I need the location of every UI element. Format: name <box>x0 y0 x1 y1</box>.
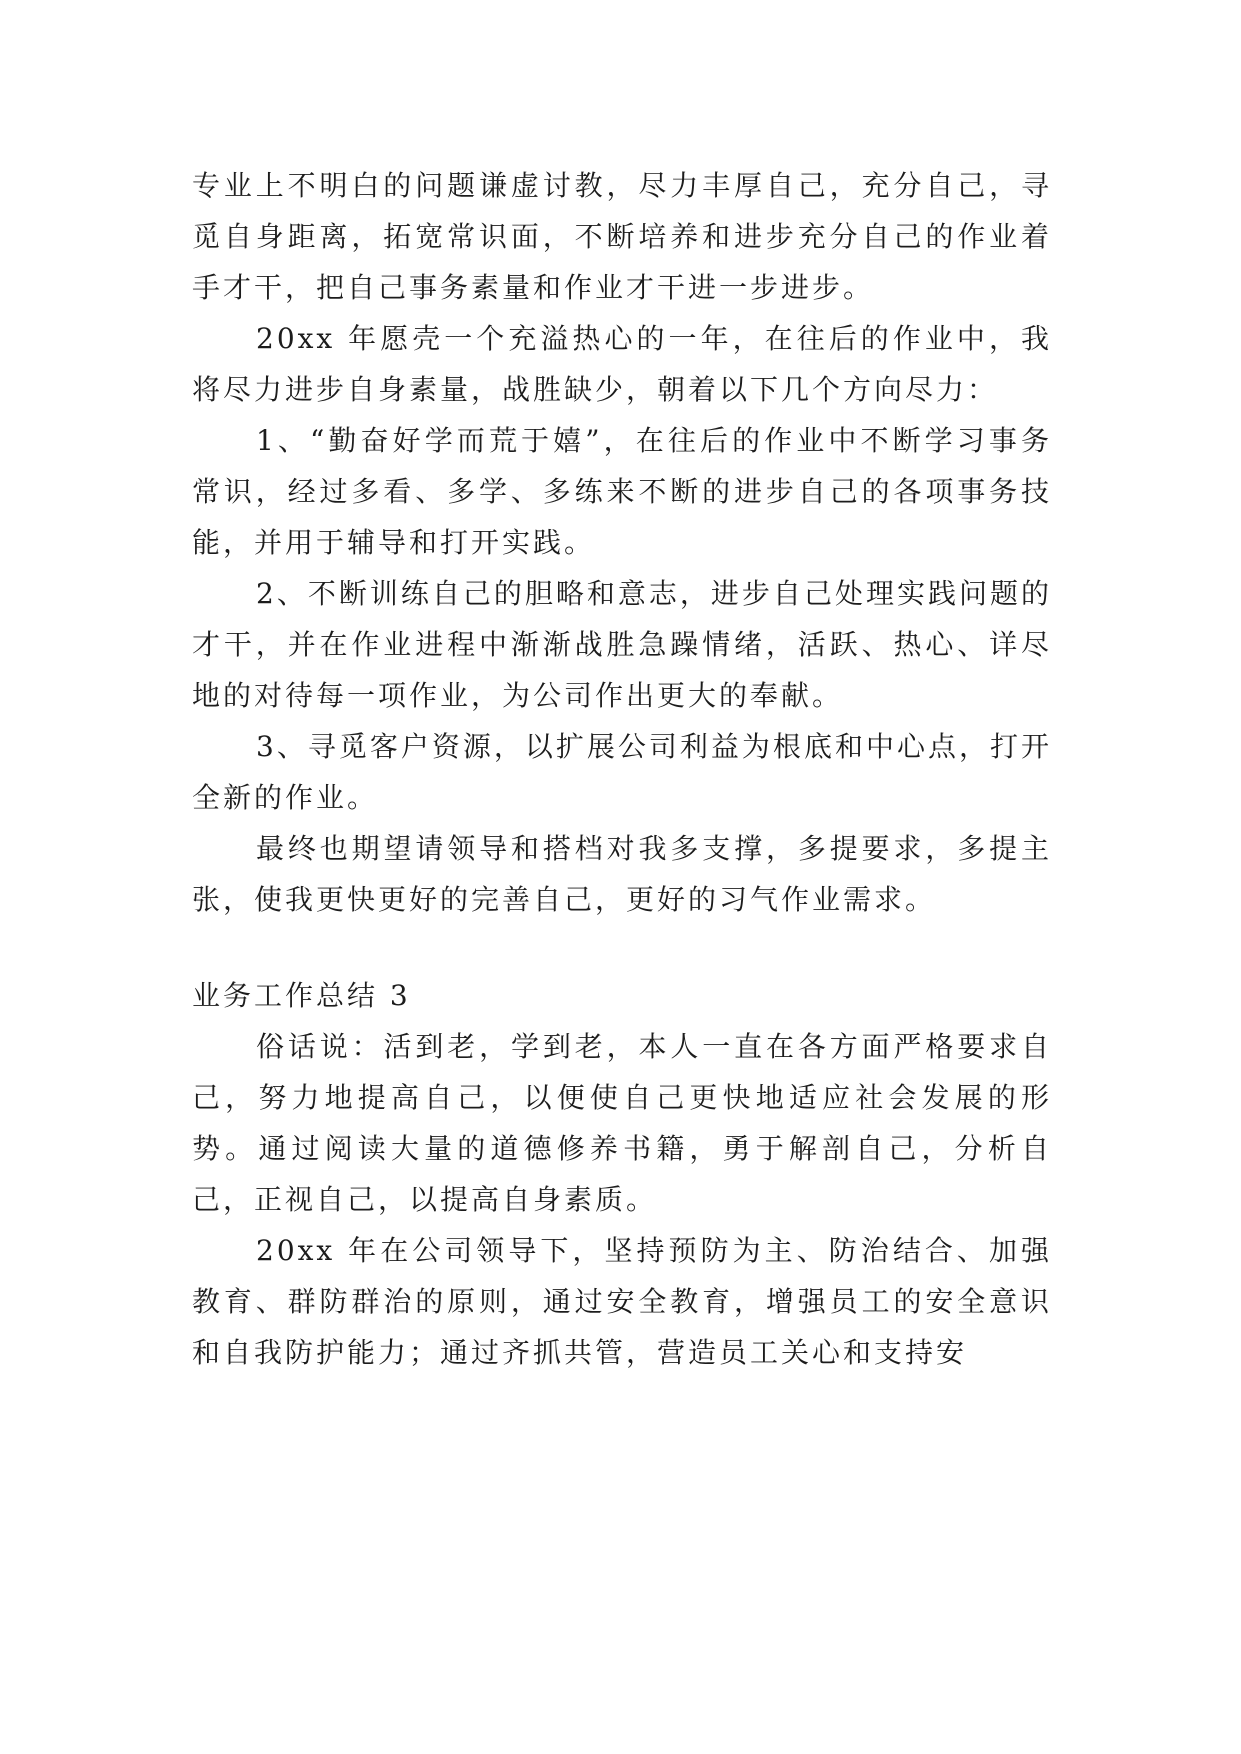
paragraph: 1、“勤奋好学而荒于嬉”，在往后的作业中不断学习事务常识，经过多看、多学、多练来不断的进步自己的各项事务技能，并用于辅导和打开实践。 <box>192 424 1052 559</box>
paragraph: 20xx 年在公司领导下，坚持预防为主、防治结合、加强教育、群防群治的原则，通过安全教育，增强员工的安全意识和自我防护能力；通过齐抓共管，营造员工关心和支持安 <box>192 1234 1052 1369</box>
paragraph: 3、寻觅客户资源，以扩展公司利益为根底和中心点，打开全新的作业。 <box>192 730 1052 814</box>
paragraph: 专业上不明白的问题谦虚讨教，尽力丰厚自己，充分自己，寻觅自身距离，拓宽常识面，不断培养和进步充分自己的作业着手才干，把自己事务素量和作业才干进一步进步。 <box>192 169 1052 304</box>
paragraph: 20xx 年愿壳一个充溢热心的一年，在往后的作业中，我将尽力进步自身素量，战胜缺少，朝着以下几个方向尽力： <box>192 322 1052 406</box>
paragraph: 俗话说：活到老，学到老，本人一直在各方面严格要求自己，努力地提高自己，以便使自己更快地适应社会发展的形势。通过阅读大量的道德修养书籍，勇于解剖自己，分析自己，正视自己，以提高自身素质。 <box>192 1030 1052 1216</box>
document-body <box>192 160 1052 1378</box>
section-heading: 业务工作总结 3 <box>192 979 411 1012</box>
paragraph: 2、不断训练自己的胆略和意志，进步自己处理实践问题的才干，并在作业进程中渐渐战胜急躁情绪，活跃、热心、详尽地的对待每一项作业，为公司作出更大的奉献。 <box>192 577 1052 712</box>
paragraphs-before-heading <box>192 160 1052 925</box>
paragraph: 最终也期望请领导和搭档对我多支撑，多提要求，多提主张，使我更快更好的完善自己，更好的习气作业需求。 <box>192 832 1052 916</box>
paragraphs-after-heading <box>192 1021 1052 1378</box>
